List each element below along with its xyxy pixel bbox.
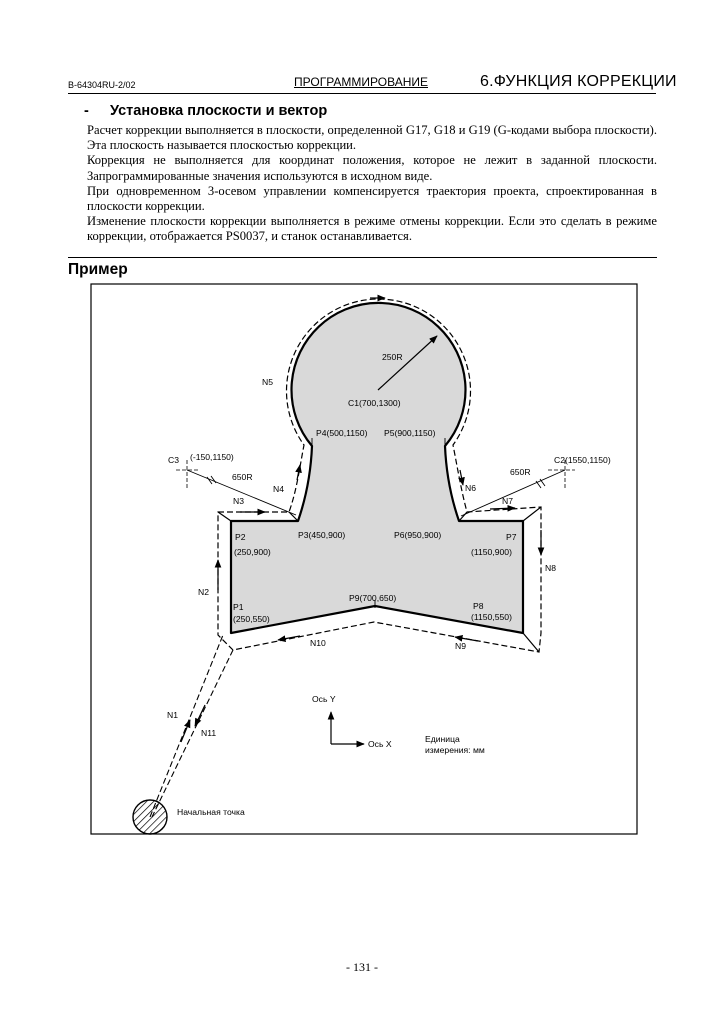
label-p7: P7	[506, 532, 517, 542]
label-n7: N7	[502, 496, 513, 506]
label-n9: N9	[455, 641, 466, 651]
tool-path-segment	[523, 507, 541, 521]
paragraph: При одновременном 3-осевом управлении компенсируется траектория проекта, спроектированная в плоскости коррекции.	[87, 183, 657, 214]
label-p8: P8	[473, 601, 484, 611]
label-axis-y: Ось Y	[312, 694, 336, 704]
label-n10: N10	[310, 638, 326, 648]
subsection-title: Установка плоскости и вектор	[110, 103, 328, 119]
label-p1: P1	[233, 602, 244, 612]
direction-arrow	[460, 470, 463, 485]
direction-arrow	[490, 508, 515, 509]
example-heading: Пример	[68, 261, 128, 278]
paragraph: Коррекция не выполняется для координат положения, которое не лежит в заданной плоскости. Запрограммированные значения используются в исходном виде.	[87, 153, 657, 183]
label-250r: 250R	[382, 352, 403, 362]
label-unit-line2: измерения: мм	[425, 745, 485, 755]
label-n8: N8	[545, 563, 556, 573]
break-mark	[536, 479, 545, 488]
tool-path-segment	[459, 512, 467, 521]
label-p4: P4(500,1150)	[316, 428, 368, 438]
direction-arrow	[181, 720, 190, 742]
tool-path-segment	[289, 512, 298, 521]
label-c1: C1(700,1300)	[348, 398, 401, 408]
label-c3-coord: (-150,1150)	[190, 452, 234, 462]
label-c3: C3	[168, 455, 179, 465]
paragraph: Изменение плоскости коррекции выполняется в режиме отмены коррекции. Если это сделать в режиме коррекции, отображается PS0037, и станок останавливается.	[87, 214, 657, 244]
label-p5: P5(900,1150)	[384, 428, 436, 438]
label-n4: N4	[273, 484, 284, 494]
body-text	[87, 123, 657, 245]
chapter-title: 6.ФУНКЦИЯ КОРРЕКЦИИ	[480, 73, 677, 90]
subsection-bullet: -	[84, 103, 89, 119]
start-point-marker	[133, 800, 167, 834]
approach-line-n1	[150, 635, 223, 817]
label-start-point: Начальная точка	[177, 807, 245, 817]
label-n5: N5	[262, 377, 273, 387]
label-650r-left: 650R	[232, 472, 253, 482]
document-code: B-64304RU-2/02	[68, 80, 136, 90]
example-rule	[68, 257, 657, 258]
cutter-compensation-diagram	[90, 283, 638, 835]
paragraph: Расчет коррекции выполняется в плоскости, определенной G17, G18 и G19 (G-кодами выбора плоскости). Эта плоскость называется плоскостью коррекции.	[87, 123, 657, 153]
label-n2: N2	[198, 587, 209, 597]
direction-arrow	[195, 705, 205, 726]
label-p6: P6(950,900)	[394, 530, 442, 540]
label-p2-coord: (250,900)	[234, 547, 271, 557]
tool-path-segment	[218, 512, 231, 521]
label-p7-coord: (1150,900)	[471, 547, 512, 557]
label-p3: P3(450,900)	[298, 530, 346, 540]
tool-path-segment	[523, 633, 539, 652]
label-axis-x: Ось X	[368, 739, 392, 749]
subsection-heading	[84, 103, 327, 119]
section-title: ПРОГРАММИРОВАНИЕ	[294, 75, 428, 89]
label-p9: P9(700,650)	[349, 593, 397, 603]
label-650r-right: 650R	[510, 467, 531, 477]
label-c2: C2(1550,1150)	[554, 455, 611, 465]
page-number: - 131 -	[346, 960, 378, 974]
label-n11: N11	[201, 728, 217, 738]
label-p8-coord: (1150,550)	[471, 612, 512, 622]
header-rule	[68, 93, 656, 94]
label-n1: N1	[167, 710, 178, 720]
workpiece-shape	[231, 303, 523, 633]
label-n3: N3	[233, 496, 244, 506]
label-p2: P2	[235, 532, 246, 542]
retract-line-n11	[152, 650, 233, 817]
label-unit-line1: Единица	[425, 734, 460, 744]
label-n6: N6	[465, 483, 476, 493]
label-p1-coord: (250,550)	[233, 614, 270, 624]
